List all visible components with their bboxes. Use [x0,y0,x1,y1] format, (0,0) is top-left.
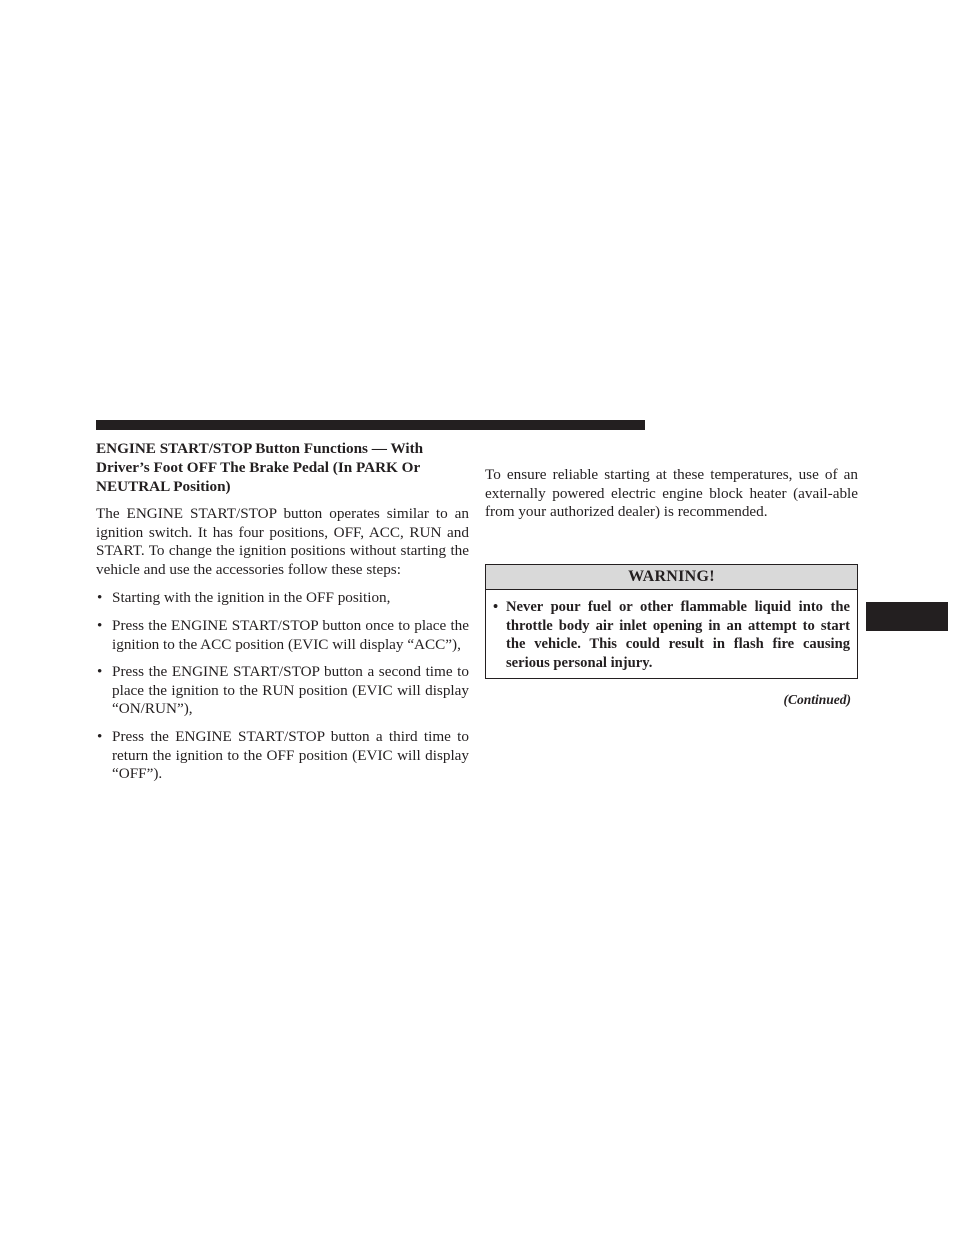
list-item-text: Starting with the ignition in the OFF position, [112,589,391,607]
list-item [96,663,469,719]
bullet-icon: • [97,663,103,681]
list-item [96,589,469,608]
list-item [96,728,469,784]
warning-box [485,564,858,679]
warning-item [493,598,850,672]
block-heater-paragraph: To ensure reliable starting at these temperatures, use of an externally powered electric engine block heater (avail-able from your authorized dealer) is recommended. [485,466,858,521]
warning-body [486,590,857,678]
bullet-icon: • [97,727,103,745]
section-top-rule [96,420,645,430]
bullet-icon: • [97,616,103,634]
warning-item-text: Never pour fuel or other flammable liquid into the throttle body air inlet opening in an attempt to start the vehicle. This could result in flash fire causing serious personal injury. [506,599,850,671]
list-item-text: Press the ENGINE START/STOP button a third time to return the ignition to the OFF position (EVIC will display “OFF”). [112,727,469,783]
warning-title: WARNING! [486,565,857,590]
list-item-text: Press the ENGINE START/STOP button once to place the ignition to the ACC position (EVIC will display “ACC”), [112,616,469,653]
list-item-text: Press the ENGINE START/STOP button a second time to place the ignition to the RUN position (EVIC will display “ON/RUN”), [112,663,469,718]
right-column [485,466,858,522]
left-column [96,439,469,793]
bullet-icon: • [493,599,499,615]
list-item [96,617,469,654]
section-heading: ENGINE START/STOP Button Functions — With Driver’s Foot OFF The Brake Pedal (In PARK Or NEUTRAL Position) [96,440,424,495]
intro-paragraph: The ENGINE START/STOP button operates similar to an ignition switch. It has four positions, OFF, ACC, RUN and START. To change the ignition positions without starting the vehicle and use the accessories follow these steps: [96,505,469,578]
continued-label: (Continued) [783,692,851,707]
chapter-side-tab [866,602,948,631]
bullet-icon: • [97,589,103,607]
steps-list [96,589,469,783]
